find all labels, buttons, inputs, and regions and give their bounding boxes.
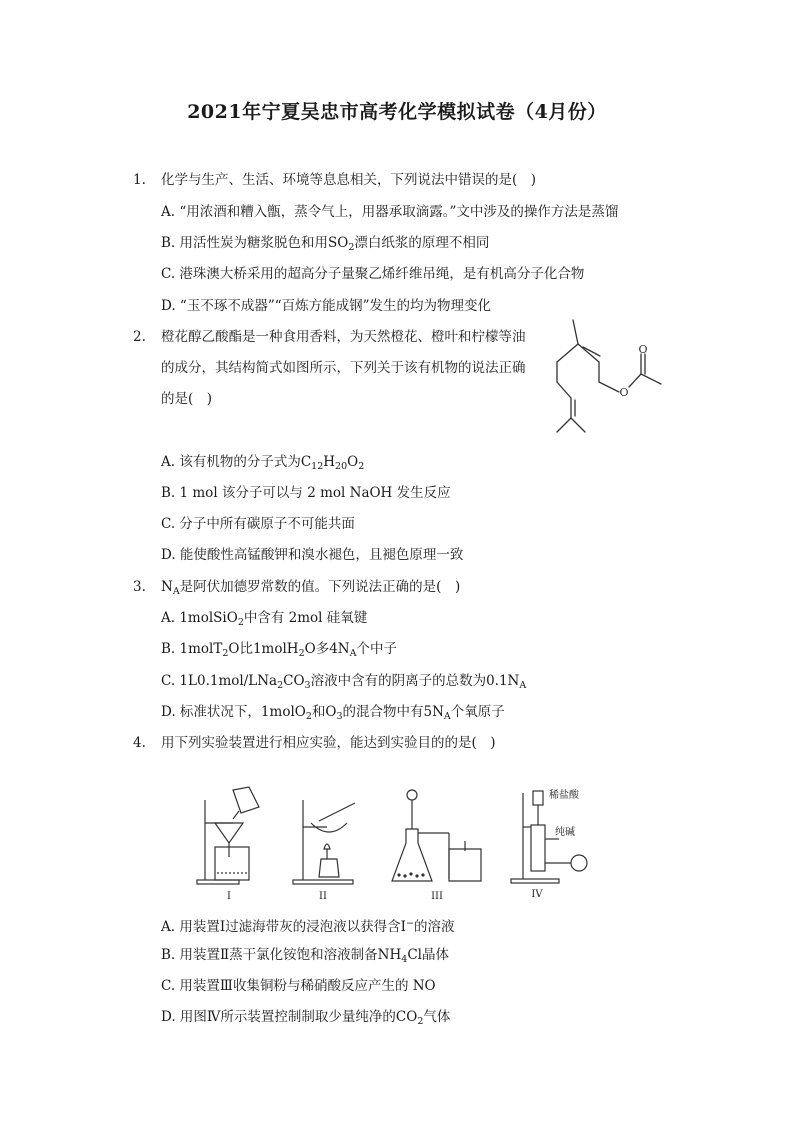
question-text: 化学与生产、生活、环境等息息相关，下列说法中错误的是( ) xyxy=(161,172,537,188)
molecular-structure-figure xyxy=(545,318,695,436)
question-3-stem: 3. $N_A$是阿伏加德罗常数的值。下列说法正确的是( ) xyxy=(133,579,461,597)
question-text-line: 的是( ) xyxy=(161,391,213,407)
question-4-stem xyxy=(133,733,496,753)
question-number: 4. xyxy=(133,735,146,751)
figure-label-4: IV xyxy=(531,889,543,900)
svg-text:O: O xyxy=(619,386,629,399)
question-number: 2. xyxy=(133,329,146,345)
question-number: 1. xyxy=(133,172,146,188)
question-text-line: 的成分，其结构简式如图所示，下列关于该有机物的说法正确 xyxy=(161,360,526,376)
q4-option-a: A. 用装置Ⅰ过滤海带灰的浸泡液以获得含I−的溶液 xyxy=(161,918,455,935)
figure-label-soda: 纯碱 xyxy=(555,827,575,838)
q2-option-b: B. 1 mol 该分子可以与 2 mol NaOH 发生反应 xyxy=(161,485,451,501)
q4-option-d: D. 用图Ⅳ所示装置控制制取少量纯净的$CO_2$气体 xyxy=(161,1009,451,1027)
figure-label-acid: 稀盐酸 xyxy=(549,790,579,801)
q2-option-c: C. 分子中所有碳原子不可能共面 xyxy=(161,516,355,532)
q3-option-d: D. 标准状况下，1molO$_2$和$O_3$的混合物中有$5N_A$个氧原子 xyxy=(161,704,505,722)
q3-option-a: A. 1molSiO$_2$中含有 2mol 硅氧键 xyxy=(161,610,368,628)
q1-option-a: A. “用浓酒和糟入甑，蒸令气上，用器承取滴露。”文中涉及的操作方法是蒸馏 xyxy=(161,204,619,220)
figure-label-3: III xyxy=(431,891,443,902)
figure-label-2: II xyxy=(319,891,327,902)
page-title: 2021年宁夏吴忠市高考化学模拟试卷（4月份） xyxy=(187,101,607,123)
figure-label-1: I xyxy=(227,891,231,902)
question-text: 用下列实验装置进行相应实验，能达到实验目的的是( ) xyxy=(161,735,496,751)
q4-option-c: C. 用装置Ⅲ收集铜粉与稀硝酸反应产生的 NO xyxy=(161,978,436,994)
lab-apparatus-figure xyxy=(193,785,599,903)
q1-option-b: B. 用活性炭为糖浆脱色和用$SO_2$漂白纸浆的原理不相同 xyxy=(161,235,490,253)
question-1-stem xyxy=(133,170,536,190)
q2-option-a: A. 该有机物的分子式为$C_{12}H_{20}O_2$ xyxy=(161,454,365,472)
q3-option-b: B. 1molT$_2$O比1molH$_2$O多$4N_A$个中子 xyxy=(161,641,397,659)
svg-text:O: O xyxy=(638,343,648,356)
question-number: 3. xyxy=(133,579,146,595)
question-text-line: 橙花醇乙酸酯是一种食用香料，为天然橙花、橙叶和柠檬等油 xyxy=(161,329,526,345)
q4-option-b: B. 用装置Ⅱ蒸干氯化铵饱和溶液制备$NH_4Cl$晶体 xyxy=(161,947,449,965)
q1-option-c: C. 港珠澳大桥采用的超高分子量聚乙烯纤维吊绳，是有机高分子化合物 xyxy=(161,266,585,282)
q2-option-d: D. 能使酸性高锰酸钾和溴水褪色，且褪色原理一致 xyxy=(161,547,464,563)
q3-option-c: C. $1L0.1mol/LNa_2CO_3$溶液中含有的阴离子的总数为$0.1N_A$ xyxy=(161,673,527,691)
q1-option-d: D. “玉不琢不成器”“百炼方能成钢”发生的均为物理变化 xyxy=(161,298,492,314)
question-2-stem xyxy=(133,327,526,347)
